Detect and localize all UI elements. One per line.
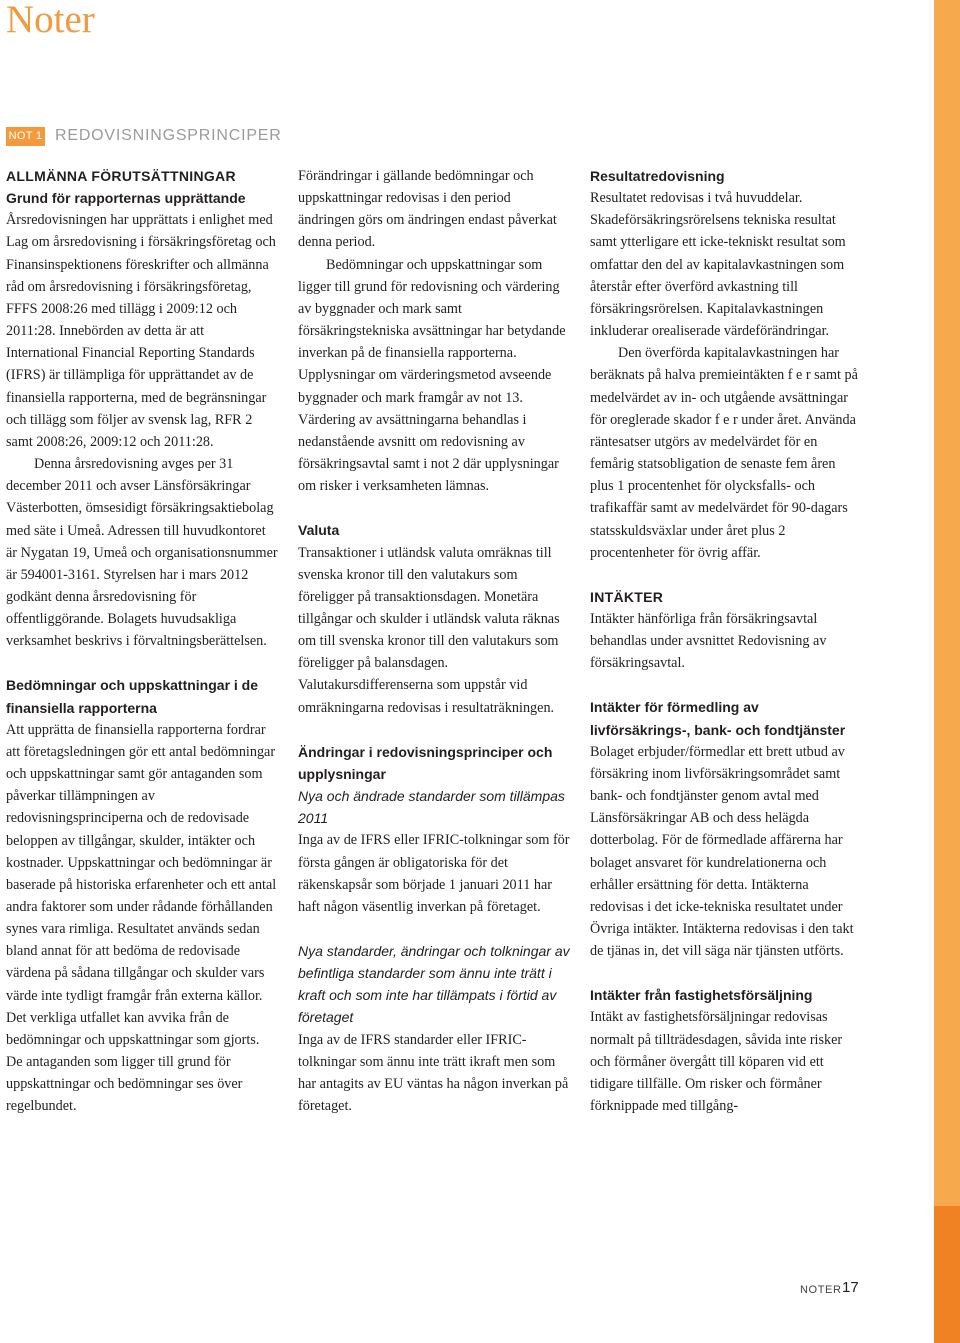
paragraph: Årsredovisningen har upprättats i enlighet med Lag om årsredovisning i försäkringsföretag och Finansinspektionens föreskrifter och allmänna råd om årsredovisning i försäkringsföretag, FFFS 2008:26 med tillägg i 2009:12 och 2011:28. Innebörden av detta är att International Financial Reporting Standards (IFRS) är tillämpliga för upprättandet av de finansiella rapporterna, med de begränsningar och tillägg som följer av svensk lag, RFR 2 samt 2008:26, 2009:12 och 2011:28. (6, 212, 276, 450)
paragraph: Att upprätta de finansiella rapporterna fordrar att företagsledningen gör ett antal bedömningar och uppskattningar samt gör antaganden som påverkar tillämpningen av redovisningsprinciperna och de redovisade beloppen av tillgångar, skulder, intäkter och kostnader. Uppskattningar och bedömningar är baserade på historiska erfarenheter och ett antal andra faktorer som under rådande förhållanden synes vara rimliga. Resultatet används sedan bland annat för att bedöma de redovisade värdena på sådana tillgångar och skulder vars värde inte tydligt framgår från externa källor. Det verkliga utfallet kan avvika från de bedömningar och uppskattningar som gjorts. De antaganden som ligger till grund för uppskattningar och bedömningar ses över regelbundet. (6, 721, 277, 1115)
paragraph: Inga av de IFRS eller IFRIC-tolkningar som för första gången är obligatoriska för det räkenskapsår som började 1 januari 2011 har haft någon väsentlig inverkan på företaget. (298, 832, 570, 915)
paragraph: Transaktioner i utländsk valuta omräknas till svenska kronor till den valutakurs som föreligger på transaktionsdagen. Monetära tillgångar och skulder i utländsk valuta räknas om till svenska kronor till den valutakurs som föreligger på balansdagen. Valutakursdifferenserna som uppstår vid omräkningarna redovisas i resultaträkningen. (298, 544, 560, 716)
spacer (590, 962, 862, 984)
heading-property-sales: Intäkter från fastighetsförsäljning (590, 987, 813, 1004)
page-number: 17 (842, 1279, 859, 1296)
paragraph: Intäkter hänförliga från försäkringsavtal behandlas under avsnittet Redovisning av försäkringsavtal. (590, 610, 827, 672)
spacer (6, 652, 278, 674)
paragraph: Förändringar i gällande bedömningar och uppskattningar redovisas i den period ändringen görs om ändringen endast påverkat denna period. (298, 168, 557, 251)
spacer (590, 564, 862, 586)
column-1 (6, 165, 278, 1118)
heading-general-conditions: ALLMÄNNA FÖRUTSÄTTNINGAR (6, 168, 236, 184)
paragraph: Resultatet redovisas i två huvuddelar. Skadeförsäkringsrörelsens tekniska resultat samt ytterligare ett icke-tekniskt resultat som omfattar den del av kapitalavkastningen som återstår efter överförd avkastning till försäkringsrörelsen. Kapitalavkastningen inkluderar orealiserade värdeförändringar. (590, 190, 846, 340)
heading-basis-of-preparation: Grund för rapporternas upprättande (6, 190, 246, 207)
column-2 (298, 165, 570, 1117)
heading-policy-changes: Ändringar i redovisningsprinciper och upplysningar (298, 743, 553, 782)
spacer (298, 497, 570, 519)
spacer (298, 719, 570, 741)
decorative-side-bar (934, 0, 960, 1343)
column-3 (590, 165, 862, 1117)
heading-currency: Valuta (298, 522, 340, 539)
footer-section-label: NOTER (800, 1284, 842, 1296)
spacer (298, 918, 570, 940)
paragraph: Bedömningar och uppskattningar som ligger till grund för redovisning och värdering av byggnader och mark samt försäkringstekniska avsättningar har betydande inverkan på de finansiella rapporterna. Upplysningar om värderingsmetod avseende byggnader och mark framgår av not 13. Värdering av avsättningarna behandlas i nedanstående avsnitt om redovisning av försäkringsavtal samt i not 2 där upplysningar om risker i verksamheten lämnas. (298, 256, 566, 495)
paragraph: Inga av de IFRS standarder eller IFRIC-tolkningar som ännu inte trätt ikraft men som har antagits av EU väntas ha någon inverkan på företaget. (298, 1031, 569, 1115)
paragraph: Intäkt av fastighetsförsäljningar redovisas normalt på tillträdesdagen, såvida inte risker och förmåner övergått till köparen vid ett tidigare tillfälle. Om risker och förmåner förknippade med tillgång- (590, 1009, 843, 1115)
note-heading: REDOVISNINGSPRINCIPER (55, 127, 282, 144)
decorative-side-tab (934, 1206, 960, 1343)
paragraph: Den överförda kapitalavkastningen har beräknats på halva premieintäkten f e r samt på medelvärdet av in- och utgående avsättningar för oreglerade skador f e r under året. Använda räntesatser utgörs av medelvärdet för en femårig statsobligation de senaste fem åren plus 1 procentenhet för olycksfalls- och trafikaffär samt av medelvärdet för 90-dagars statsskuldsväxlar under året plus 2 procentenheter för övrig affär. (590, 345, 858, 561)
page-title: Noter (6, 0, 95, 41)
spacer (590, 674, 862, 696)
heading-income: INTÄKTER (590, 588, 664, 605)
paragraph: Denna årsredovisning avges per 31 december 2011 och avser Länsförsäkringar Västerbotten, ömsesidigt försäkringsaktiebolag med säte i Umeå. Adressen till huvudkontoret är Nygatan 19, Umeå och organisationsnummer är 594001-3161. Styrelsen har i mars 2012 godkänt denna årsredovisning för offentliggörande. Bolagets huvudsakliga verksamhet beskrivs i förvaltningsberättelsen. (6, 456, 278, 650)
subheading-future-standards: Nya standarder, ändringar och tolkningar av befintliga standarder som ännu inte trätt i kraft och som inte har tillämpats i förtid av företaget (298, 943, 570, 1026)
paragraph: Bolaget erbjuder/förmedlar ett brett utbud av försäkring inom livförsäkringsområdet samt bank- och fondtjänster genom avtal med Länsförsäkringar AB och dess helägda dotterbolag. För de förmedlade affärerna har bolaget ansvaret för kundrelationerna och erhåller ersättning för detta. Intäkterna redovisas i det icke-tekniska resultatet under Övriga intäkter. Intäkterna redovisas i den takt de tjänas in, det vill säga när tjänsten utförts. (590, 743, 854, 960)
heading-estimates: Bedömningar och uppskattningar i de finansiella rapporterna (6, 677, 259, 716)
subheading-new-standards: Nya och ändrade standarder som tillämpas 2011 (298, 788, 565, 827)
heading-brokerage-income: Intäkter för förmedling av livförsäkrings-, bank- och fondtjänster (590, 699, 846, 738)
heading-result-reporting: Resultatredovisning (590, 168, 725, 184)
note-number-badge: NOT 1 (6, 127, 45, 146)
